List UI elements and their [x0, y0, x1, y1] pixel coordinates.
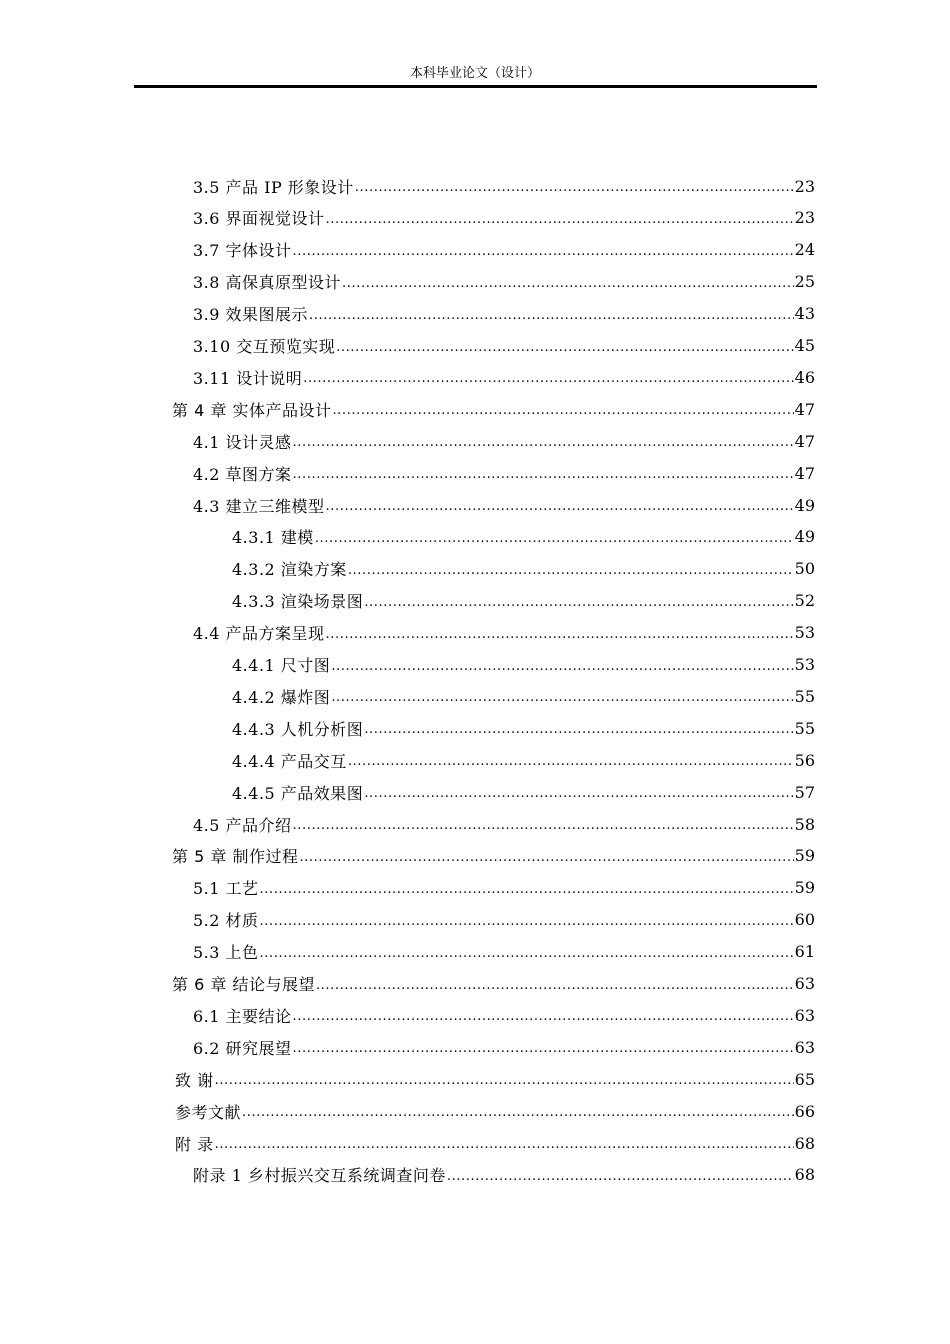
toc-entry-title: 第 5 章 制作过程: [172, 847, 299, 867]
toc-entry[interactable]: [193, 1031, 815, 1063]
toc-dot-leader: [260, 936, 794, 968]
toc-entry[interactable]: [193, 170, 815, 202]
toc-entry-title: 4.4.5 产品效果图: [232, 783, 364, 803]
toc-entry-page: 45: [794, 336, 815, 355]
toc-dot-leader: [260, 904, 794, 936]
toc-entry-page: 47: [794, 431, 815, 451]
toc-entry-title: 4.4.3 人机分析图: [232, 719, 364, 739]
toc-entry-page: 55: [794, 686, 815, 706]
toc-dot-leader: [303, 361, 793, 393]
toc-dot-leader: [215, 1127, 794, 1159]
toc-entry[interactable]: [232, 776, 815, 808]
toc-dot-leader: [293, 234, 794, 266]
toc-entry[interactable]: [193, 872, 815, 904]
toc-entry-page: 66: [794, 1101, 815, 1121]
toc-dot-leader: [299, 840, 793, 872]
toc-entry[interactable]: [175, 1127, 815, 1159]
toc-entry-page: 53: [794, 623, 815, 643]
toc-dot-leader: [326, 489, 794, 521]
toc-entry-page: 49: [794, 495, 815, 515]
toc-entry-page: 56: [794, 750, 815, 770]
toc-entry-title: 4.3.3 渲染场景图: [232, 592, 364, 612]
toc-entry[interactable]: [193, 936, 815, 968]
toc-dot-leader: [293, 808, 794, 840]
toc-entry-page: 59: [794, 878, 815, 898]
toc-entry-title: 4.4.4 产品交互: [232, 751, 347, 771]
toc-dot-leader: [364, 776, 793, 808]
toc-entry-title: 4.3.1 建模: [232, 528, 314, 548]
toc-entry-title: 附录 1 乡村振兴交互系统调查问卷: [193, 1166, 446, 1186]
toc-dot-leader: [242, 1095, 794, 1127]
toc-entry-title: 4.3 建立三维模型: [193, 496, 325, 516]
toc-entry-page: 59: [794, 846, 815, 866]
toc-entry-title: 3.11 设计说明: [193, 368, 303, 388]
toc-dot-leader: [326, 202, 794, 234]
toc-entry-title: 5.1 工艺: [193, 879, 259, 899]
toc-entry-page: 25: [794, 272, 815, 292]
toc-entry[interactable]: [193, 425, 815, 457]
toc-entry-title: 3.8 高保真原型设计: [193, 273, 342, 293]
toc-entry-page: 63: [794, 1005, 815, 1025]
toc-entry-title: 4.3.2 渲染方案: [232, 560, 347, 580]
toc-entry-title: 第 4 章 实体产品设计: [172, 400, 332, 420]
toc-dot-leader: [315, 521, 794, 553]
toc-entry-title: 3.9 效果图展示: [193, 305, 309, 325]
toc-entry-page: 61: [794, 942, 815, 962]
toc-entry[interactable]: [232, 521, 815, 553]
toc-entry[interactable]: [175, 1063, 815, 1095]
toc-entry-page: 47: [794, 399, 815, 419]
toc-entry[interactable]: [193, 904, 815, 936]
toc-entry-title: 3.10 交互预览实现: [193, 337, 336, 356]
toc-entry[interactable]: [193, 266, 815, 298]
toc-entry[interactable]: [193, 1159, 815, 1191]
toc-entry-page: 49: [794, 527, 815, 547]
toc-entry-page: 24: [794, 240, 815, 260]
toc-entry[interactable]: [193, 361, 815, 393]
toc-entry-page: 52: [794, 591, 815, 611]
toc-entry[interactable]: [172, 393, 815, 425]
toc-dot-leader: [348, 553, 794, 585]
toc-entry-page: 55: [794, 718, 815, 738]
toc-dot-leader: [331, 680, 793, 712]
toc-dot-leader: [332, 393, 793, 425]
toc-entry-title: 5.2 材质: [193, 911, 259, 931]
toc-entry-title: 3.5 产品 IP 形象设计: [193, 177, 354, 197]
toc-entry-title: 4.4.2 爆炸图: [232, 687, 331, 707]
toc-dot-leader: [260, 872, 794, 904]
toc-entry-page: 57: [794, 782, 815, 802]
toc-dot-leader: [355, 170, 794, 202]
toc-entry[interactable]: [172, 968, 815, 1000]
toc-dot-leader: [364, 712, 793, 744]
toc-entry-title: 4.4 产品方案呈现: [193, 624, 325, 644]
page-header-title: 本科毕业论文（设计）: [409, 66, 540, 81]
toc-dot-leader: [348, 744, 794, 776]
toc-entry[interactable]: [193, 298, 815, 330]
toc-entry-title: 3.6 界面视觉设计: [193, 209, 325, 229]
toc-entry-title: 4.1 设计灵感: [193, 432, 292, 452]
toc-entry-page: 58: [794, 814, 815, 834]
toc-entry-title: 参考文献: [175, 1102, 242, 1122]
toc-dot-leader: [447, 1159, 794, 1191]
toc-dot-leader: [326, 617, 794, 649]
toc-entry[interactable]: [193, 808, 815, 840]
toc-entry-page: 68: [794, 1133, 815, 1153]
toc-entry-page: 46: [794, 367, 815, 387]
toc-entry-page: 50: [794, 559, 815, 579]
toc-dot-leader: [336, 330, 793, 362]
toc-entry-page: 65: [794, 1069, 815, 1089]
toc-entry-title: 4.2 草图方案: [193, 464, 292, 484]
toc-entry-page: 47: [794, 463, 815, 483]
toc-entry-title: 5.3 上色: [193, 943, 259, 963]
toc-entry-title: 附 录: [175, 1134, 214, 1154]
toc-entry-title: 第 6 章 结论与展望: [172, 975, 315, 994]
toc-entry[interactable]: [193, 234, 815, 266]
toc-entry-title: 4.5 产品介绍: [193, 815, 292, 835]
toc-dot-leader: [331, 649, 793, 681]
toc-entry-title: 4.4.1 尺寸图: [232, 656, 331, 675]
toc-entry-title: 6.1 主要结论: [193, 1006, 292, 1026]
toc-entry[interactable]: [193, 999, 815, 1031]
toc-entry-page: 63: [794, 1037, 815, 1057]
toc-dot-leader: [293, 1031, 794, 1063]
toc-entry[interactable]: [172, 840, 815, 872]
toc-entry[interactable]: [232, 553, 815, 585]
toc-entry[interactable]: [193, 330, 815, 362]
header-rule: [134, 85, 817, 88]
toc-dot-leader: [215, 1063, 794, 1095]
toc-entry[interactable]: [193, 202, 815, 234]
toc-dot-leader: [316, 968, 794, 1000]
toc-entry-title: 致 谢: [175, 1070, 214, 1090]
toc-entry-title: 3.7 字体设计: [193, 241, 292, 261]
toc-entry-page: 23: [794, 176, 815, 196]
toc-dot-leader: [309, 298, 794, 330]
toc-entry-page: 23: [794, 208, 815, 228]
toc-dot-leader: [293, 999, 794, 1031]
toc-entry-page: 63: [794, 974, 815, 993]
toc-entry[interactable]: [232, 712, 815, 744]
toc-entry[interactable]: [175, 1095, 815, 1127]
toc-entry-page: 68: [794, 1165, 815, 1185]
toc-entry[interactable]: [232, 680, 815, 712]
toc-entry[interactable]: [193, 457, 815, 489]
toc-entry[interactable]: [232, 744, 815, 776]
toc-dot-leader: [364, 585, 793, 617]
toc-entry-page: 60: [794, 910, 815, 930]
toc-entry-title: 6.2 研究展望: [193, 1038, 292, 1058]
toc-dot-leader: [342, 266, 794, 298]
toc-entry[interactable]: [232, 585, 815, 617]
toc-entry-page: 43: [794, 304, 815, 324]
toc-entry[interactable]: [193, 489, 815, 521]
toc-entry-page: 53: [794, 655, 815, 674]
toc-dot-leader: [293, 457, 794, 489]
toc-entry[interactable]: [193, 617, 815, 649]
toc-dot-leader: [293, 425, 794, 457]
toc-entry[interactable]: [232, 649, 815, 681]
